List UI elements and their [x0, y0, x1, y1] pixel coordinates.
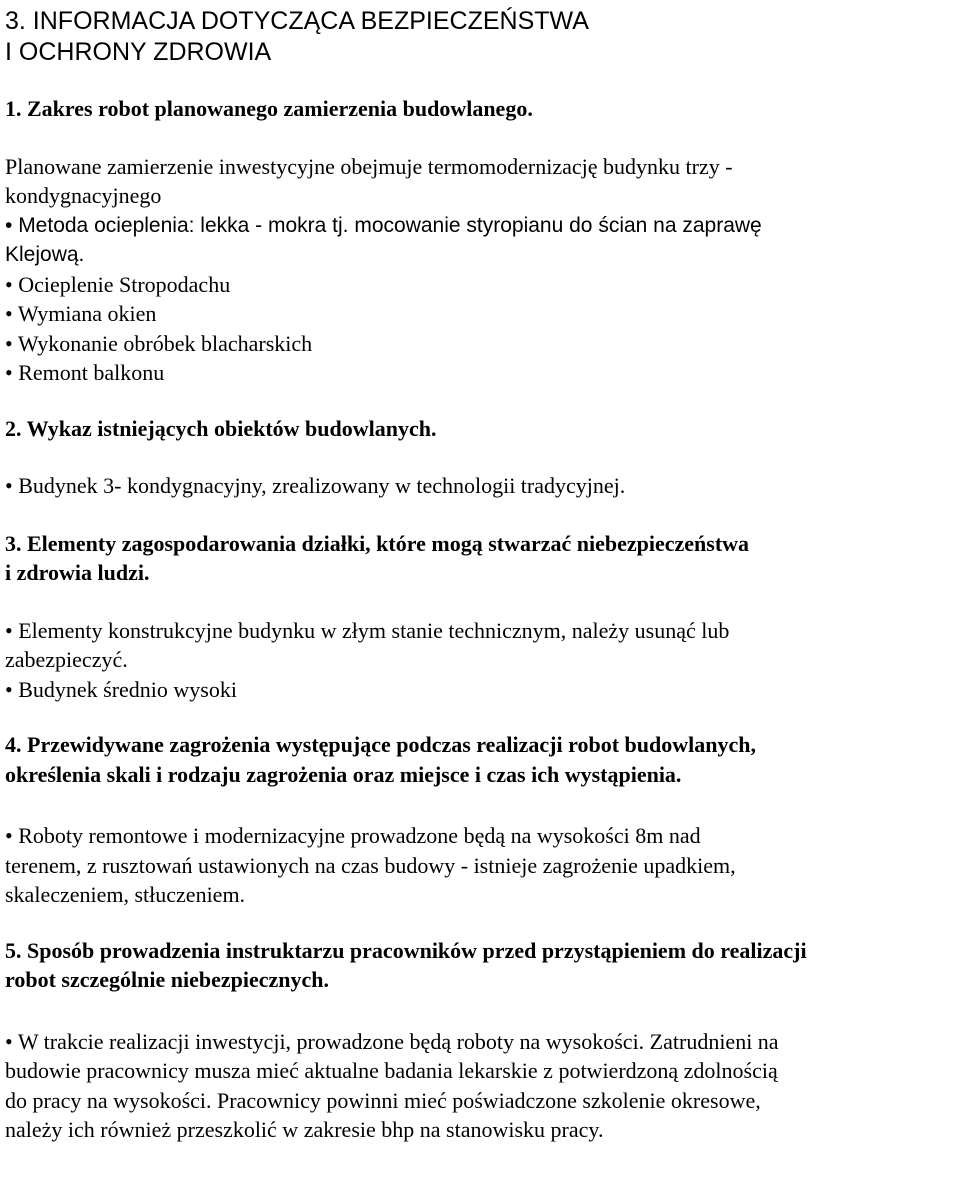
bullet-item: • Wykonanie obróbek blacharskich	[5, 329, 957, 359]
document-title-line: I OCHRONY ZDROWIA	[5, 38, 272, 66]
text-line: terenem, z rusztowań ustawionych na czas budowy - istnieje zagrożenie upadkiem,	[5, 852, 736, 878]
heading-line: 3. Elementy zagospodarowania działki, które mogą stwarzać niebezpieczeństwa	[5, 530, 750, 556]
document-page	[5, 0, 957, 1145]
heading-line: robot szczególnie niebezpiecznych.	[5, 967, 330, 992]
section-4-heading	[5, 730, 957, 789]
section-1-heading: 1. Zakres robot planowanego zamierzenia budowlanego.	[5, 96, 533, 121]
text-line: budowie pracownicy musza mieć aktualne badania lekarskie z potwierdzoną zdolnością	[5, 1058, 778, 1083]
text-line: • Metoda ocieplenia: lekka - mokra tj. mocowanie styropianu do ścian na zaprawę	[5, 211, 957, 241]
heading-line: 4. Przewidywane zagrożenia występujące podczas realizacji robot budowlanych,	[5, 732, 756, 757]
bullet-item: • Budynek średnio wysoki	[5, 675, 957, 705]
bullet-item: • Wymiana okien	[5, 299, 957, 329]
heading-line: 5. Sposób prowadzenia instruktarzu pracowników przed przystąpieniem do realizacji	[5, 937, 807, 963]
text-line: zabezpieczyć.	[5, 647, 128, 672]
section-1-intro	[5, 152, 957, 211]
document-title	[5, 0, 957, 68]
text-line: skaleczeniem, stłuczeniem.	[5, 882, 246, 907]
text-line: • W trakcie realizacji inwestycji, prowadzone będą roboty na wysokości. Zatrudnieni na	[5, 1027, 957, 1057]
bullet-item: • Ocieplenie Stropodachu	[5, 270, 957, 300]
text-line: należy ich również przeszkolić w zakresie bhp na stanowisku pracy.	[5, 1117, 604, 1142]
document-title-line: 3. INFORMACJA DOTYCZĄCA BEZPIECZEŃSTWA	[5, 7, 589, 35]
bullet-item	[5, 821, 957, 910]
text-line: • Elementy konstrukcyjne budynku w złym stanie technicznym, należy usunąć lub	[5, 616, 957, 646]
bullet-item: • Remont balkonu	[5, 358, 957, 388]
heading-line: i zdrowia ludzi.	[5, 560, 150, 585]
heading-line: określenia skali i rodzaju zagrożenia oraz miejsce i czas ich wystąpienia.	[5, 761, 682, 787]
text-line: Klejową.	[5, 243, 85, 266]
text-line: Planowane zamierzenie inwestycyjne obejmuje termomodernizację budynku trzy -	[5, 153, 733, 179]
text-line: do pracy na wysokości. Pracownicy powinni mieć poświadczone szkolenie okresowe,	[5, 1087, 761, 1113]
bullet-item: • Budynek 3- kondygnacyjny, zrealizowany w technologii tradycyjnej.	[5, 471, 957, 501]
text-line: kondygnacyjnego	[5, 183, 162, 208]
section-5-heading	[5, 936, 957, 995]
section-3-heading	[5, 529, 957, 588]
section-2-heading: 2. Wykaz istniejących obiektów budowlanych.	[5, 415, 437, 441]
text-line: • Roboty remontowe i modernizacyjne prowadzone będą na wysokości 8m nad	[5, 821, 957, 851]
bullet-item	[5, 1027, 957, 1145]
bullet-item	[5, 616, 957, 675]
bullet-item	[5, 211, 957, 270]
